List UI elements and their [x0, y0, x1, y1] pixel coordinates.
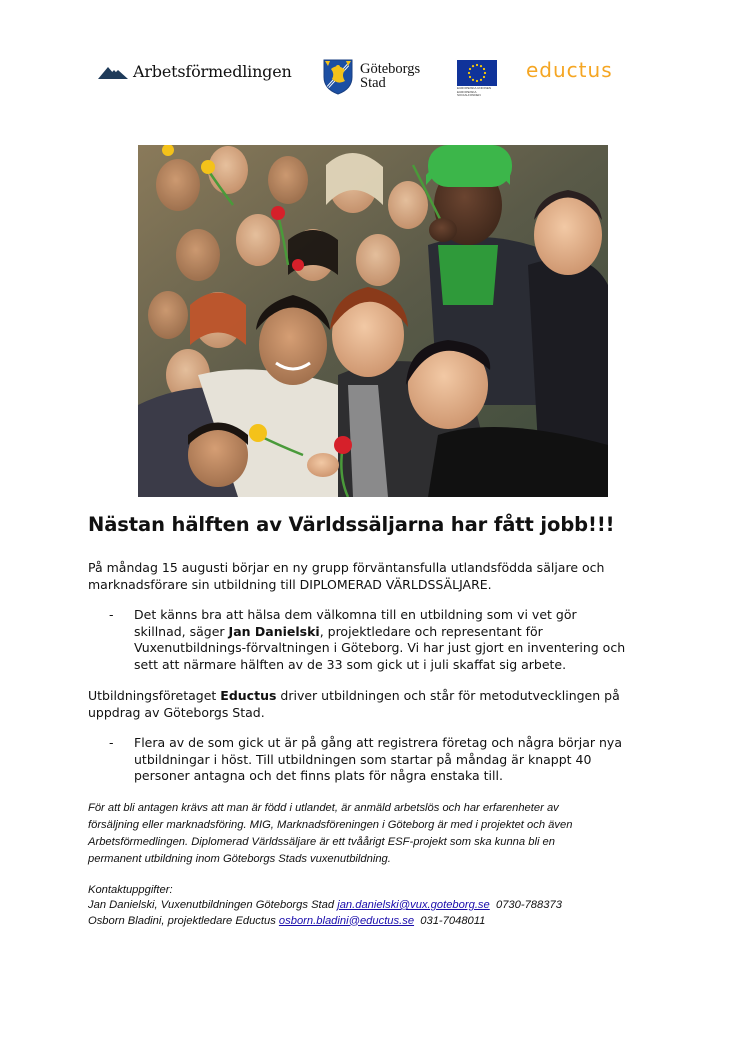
contact-1-email-link[interactable]: jan.danielski@vux.goteborg.se — [337, 899, 490, 911]
eu-flag-icon — [457, 60, 497, 86]
quote-1 — [88, 607, 628, 673]
article-body — [88, 560, 628, 929]
arbetsformedlingen-wordmark: Arbetsförmedlingen — [133, 62, 292, 81]
logo-row — [0, 55, 746, 99]
headline: Nästan hälften av Världssäljarna har fått jobb!!! — [88, 513, 615, 536]
eductus-logo: eductus — [526, 58, 613, 82]
eu-logo — [457, 60, 497, 98]
contact-line-1 — [88, 898, 628, 914]
dash-marker: - — [109, 735, 114, 750]
contact-heading: Kontaktuppgifter: — [88, 883, 173, 896]
eductus-text-b: driver utbildningen och står för metodutvecklingen på uppdrag av Göteborgs Stad. — [88, 688, 620, 720]
dash-marker: - — [109, 607, 114, 622]
contact-block — [88, 883, 628, 930]
goteborgs-stad-logo — [321, 57, 420, 95]
eductus-paragraph — [88, 688, 628, 721]
eu-caption: EUROPEISKA UNIONEN EUROPEISKA SOCIALFONDEN — [457, 86, 492, 97]
group-photo — [138, 145, 608, 497]
goteborgs-stad-wordmark — [360, 62, 420, 90]
eductus-name: Eductus — [220, 688, 277, 703]
goteborg-line-1: Göteborgs — [360, 61, 421, 77]
goteborg-crest-icon — [321, 57, 355, 95]
contact-2-email-link[interactable]: osborn.bladini@eductus.se — [278, 914, 415, 927]
quote-1-text-b: , projektledare och representant för Vuxenutbildnings-förvaltningen i Göteborg. Vi har just gjort en inventering och sett att närmare hälften av de 33 som gick ut i juli skaffat sig arbete. — [134, 623, 626, 672]
arbetsformedlingen-logo — [98, 62, 292, 81]
arbetsformedlingen-mark-icon — [98, 65, 128, 79]
quote-1-text-a: Det känns bra att hälsa dem välkomna till en utbildning som vi vet gör skillnad, säger — [134, 607, 577, 639]
quote-2-text: Flera av de som gick ut är på gång att registrera företag och några börjar nya utbildningar i höst. Till utbildningen som startar på måndag är knappt 40 personer antagna och det finns plats för några enstaka till. — [134, 735, 622, 783]
eligibility-paragraph: För att bli antagen krävs att man är född i utlandet, är anmäld arbetslös och har erfarenheter av försäljning eller marknadsföring. MIG, Marknadsföreningen i Göteborg är med i projektet och även Arbetsförmedlingen. Diplomerad Världssäljare är ett tvåårigt ESF-projekt som ska kunna bli en permanent utbildning inom Göteborgs Stads vuxenutbildning. — [88, 801, 573, 865]
quote-2 — [88, 735, 628, 785]
intro-paragraph: På måndag 15 augusti börjar en ny grupp förväntansfulla utlandsfödda säljare och marknadsförare sin utbildning till DIPLOMERAD VÄRLDSSÄLJARE. — [88, 560, 605, 592]
contact-2-name: Osborn Bladini, projektledare Eductus — [88, 914, 279, 927]
contact-line-2 — [88, 914, 628, 930]
contact-2-phone: 031-7048011 — [414, 914, 486, 927]
contact-1-name: Jan Danielski, Vuxenutbildningen Göteborgs Stad — [88, 899, 338, 911]
eductus-text-a: Utbildningsföretaget — [88, 688, 221, 703]
goteborg-line-2: Stad — [360, 75, 386, 91]
contact-1-phone: 0730-788373 — [489, 899, 562, 911]
quote-1-name: Jan Danielski — [228, 623, 320, 639]
